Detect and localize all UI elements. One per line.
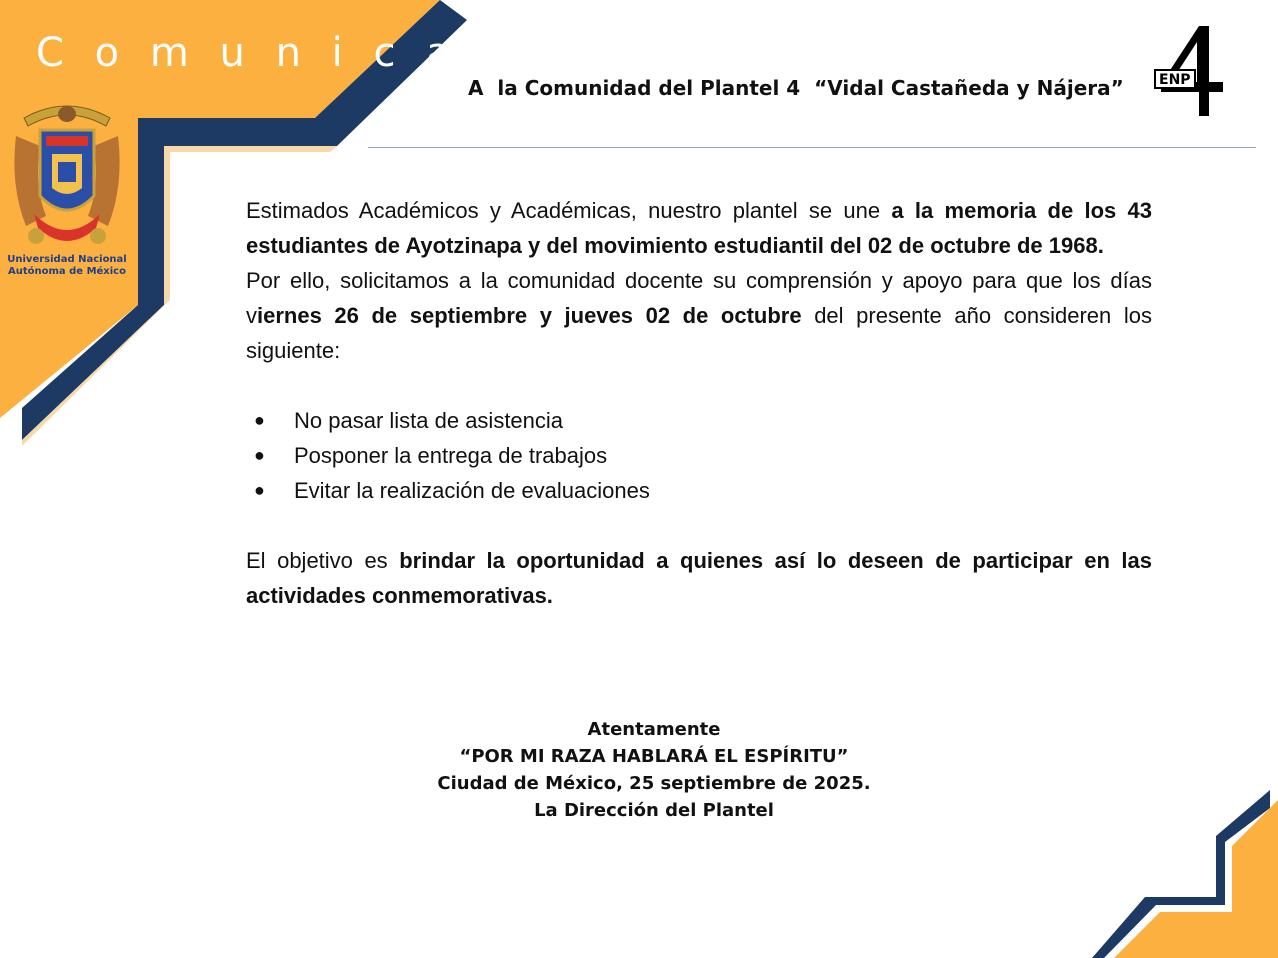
paragraph-1-bold: a la memoria de los 43 estudiantes de Ayotzinapa y del movimiento estudiantil del 02 de octubre de 1968. (246, 198, 1152, 258)
closing-motto: “POR MI RAZA HABLARÁ EL ESPÍRITU” (459, 746, 849, 767)
paragraph-1 (246, 193, 1152, 263)
paragraph-2-text-a: Por ello, solicitamos a la comunidad docente su comprensión y apoyo para que los días v (246, 268, 1152, 328)
unam-crest-icon (6, 96, 128, 256)
crest-caption (6, 254, 128, 278)
crest-caption-line1: Universidad Nacional (7, 254, 127, 265)
list-item (246, 473, 1152, 508)
comunicado-title: C o m u n i c a d o (36, 30, 571, 76)
header-divider (368, 147, 1256, 148)
bullet-icon: ● (254, 410, 265, 430)
request-list (246, 403, 1152, 508)
paragraph-3-text: El objetivo es (246, 548, 400, 573)
paragraph-2-bold: iernes 26 de septiembre y jueves 02 de octubre (257, 303, 802, 328)
enp-logo-text: ENP (1159, 72, 1191, 88)
closing-place-date: Ciudad de México, 25 septiembre de 2025. (437, 773, 871, 794)
list-item-text: Posponer la entrega de trabajos (294, 443, 608, 468)
bullet-icon: ● (254, 480, 265, 500)
letter-body (246, 193, 1152, 613)
closing-signature: La Dirección del Plantel (534, 800, 774, 821)
bullet-icon: ● (254, 445, 265, 465)
paragraph-3-bold: brindar la oportunidad a quienes así lo deseen de participar en las actividades conmemorativas. (246, 548, 1152, 608)
enp-4-logo-icon (1153, 24, 1237, 120)
list-item (246, 403, 1152, 438)
closing-salutation: Atentamente (587, 719, 721, 740)
list-item-text: Evitar la realización de evaluaciones (294, 478, 650, 503)
paragraph-2 (246, 263, 1152, 368)
paragraph-2-text-b: del presente año consideren los siguiente: (246, 303, 1152, 363)
closing-block (354, 716, 954, 824)
crest-caption-line2: Autónoma de México (8, 266, 126, 277)
paragraph-3 (246, 543, 1152, 613)
paragraph-1-text: Estimados Académicos y Académicas, nuestro plantel se une (246, 198, 892, 223)
headline: A la Comunidad del Plantel 4 “Vidal Castañeda y Nájera” (468, 76, 1124, 100)
list-item (246, 438, 1152, 473)
list-item-text: No pasar lista de asistencia (294, 408, 564, 433)
